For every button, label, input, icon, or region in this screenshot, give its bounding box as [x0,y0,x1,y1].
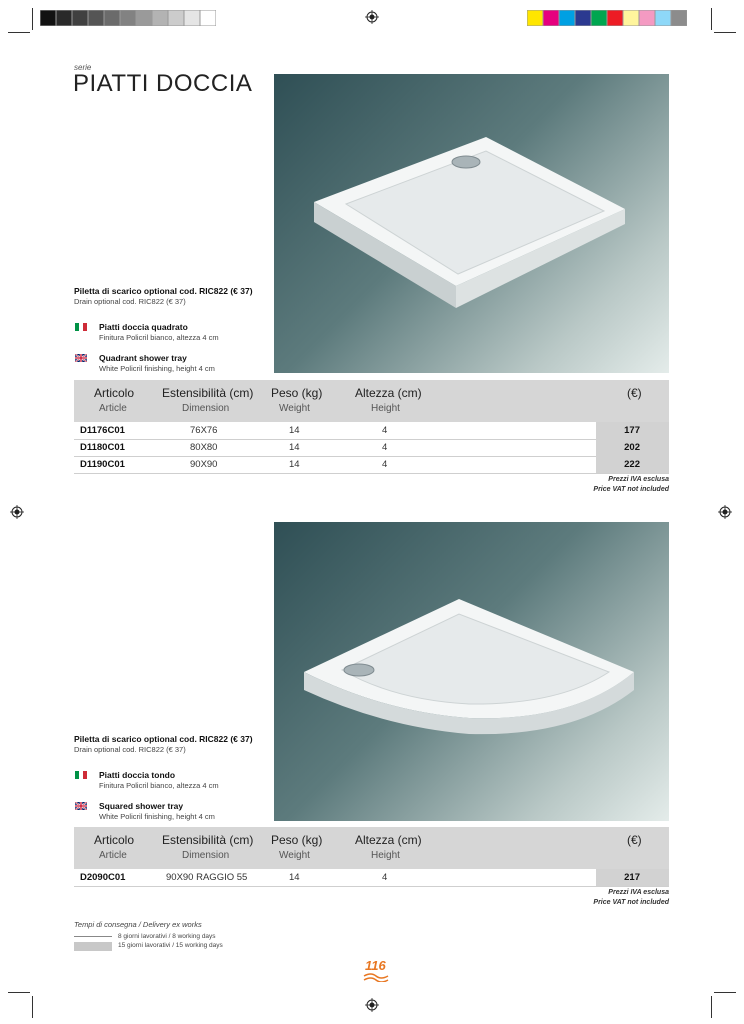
cell-weight: 14 [289,459,300,470]
calibration-swatch [607,10,623,26]
calibration-swatch [623,10,639,26]
calibration-swatch [559,10,575,26]
uk-flag-icon [75,354,87,362]
cell-dimension: 90X90 [190,459,218,470]
header-article-en: Article [99,850,127,861]
calibration-swatch [72,10,88,26]
crop-mark [714,992,736,993]
header-weight-en: Weight [279,850,310,861]
header-dimension-en: Dimension [182,403,230,414]
table-header [74,380,669,422]
cell-price: 177 [624,425,640,436]
serie-label: serie [74,63,92,72]
cell-code: D1176C01 [80,425,125,436]
wave-logo-icon [362,972,390,982]
header-height: Altezza (cm) [355,386,422,400]
calibration-swatch [152,10,168,26]
header-article: Articolo [94,833,135,847]
calibration-swatch [88,10,104,26]
product-name-en: Quadrant shower tray [99,353,187,363]
registration-mark-icon [718,505,732,519]
header-dimension: Estensibilità (cm) [162,386,254,400]
registration-mark-icon [10,505,24,519]
cell-dimension: 76X76 [190,425,218,436]
drain-note-en: Drain optional cod. RIC822 (€ 37) [74,745,186,754]
calibration-swatch [136,10,152,26]
price-cell [596,869,669,886]
crop-mark [714,32,736,33]
calibration-swatch [591,10,607,26]
legend-swatch-15-days [74,942,112,951]
cell-height: 4 [382,442,388,453]
shower-tray-round-illustration [274,522,669,821]
crop-mark [32,996,33,1018]
table-header [74,827,669,869]
calibration-swatch [543,10,559,26]
cell-price: 202 [624,442,640,453]
product-name-it: Piatti doccia tondo [99,770,176,780]
calibration-swatch [655,10,671,26]
cell-code: D2090C01 [80,872,126,883]
cell-weight: 14 [289,872,300,883]
cell-dimension: 80X80 [190,442,218,453]
header-height-en: Height [371,403,400,414]
vat-note-en: Price VAT not included [593,486,669,493]
header-weight: Peso (kg) [271,833,323,847]
cell-code: D1190C01 [80,459,125,470]
crop-mark [711,8,712,30]
table-row [74,422,669,440]
table-row [74,869,669,887]
page-number: 116 [365,958,386,973]
cell-height: 4 [382,425,388,436]
calibration-swatch [56,10,72,26]
product-name-it: Piatti doccia quadrato [99,322,188,332]
header-price: (€) [627,833,642,847]
italy-flag-icon [75,771,87,779]
header-dimension: Estensibilità (cm) [162,833,254,847]
drain-note: Piletta di scarico optional cod. RIC822 (€ 37) [74,286,253,296]
calibration-swatch [120,10,136,26]
product-photo-round-tray [274,522,669,821]
price-cell [596,439,669,456]
vat-note-it: Prezzi IVA esclusa [608,889,669,896]
calibration-swatch [639,10,655,26]
italy-flag-icon [75,323,87,331]
legend-swatch-8-days [74,936,112,937]
product-desc-it: Finitura Policril bianco, altezza 4 cm [99,333,219,342]
uk-flag-icon [75,802,87,810]
registration-mark-icon [365,998,379,1012]
calibration-swatch [575,10,591,26]
header-dimension-en: Dimension [182,850,230,861]
table-row [74,456,669,474]
cell-height: 4 [382,459,388,470]
legend-item-15-days: 15 giorni lavorativi / 15 working days [118,942,223,949]
table-row [74,439,669,457]
crop-mark [711,996,712,1018]
crop-mark [8,32,30,33]
page-title: PIATTI DOCCIA [73,70,253,97]
cell-weight: 14 [289,442,300,453]
calibration-swatch [527,10,543,26]
registration-mark-icon [365,10,379,24]
vat-note-it: Prezzi IVA esclusa [608,476,669,483]
calibration-swatch [168,10,184,26]
product-photo-quadrant-tray [274,74,669,373]
drain-note-en: Drain optional cod. RIC822 (€ 37) [74,297,186,306]
product-desc-it: Finitura Policril bianco, altezza 4 cm [99,781,219,790]
cell-price: 217 [624,872,640,883]
calibration-swatch [671,10,687,26]
header-weight-en: Weight [279,403,310,414]
header-height-en: Height [371,850,400,861]
legend-item-8-days: 8 giorni lavorativi / 8 working days [118,933,216,940]
cell-weight: 14 [289,425,300,436]
price-cell [596,422,669,439]
crop-mark [8,992,30,993]
header-price: (€) [627,386,642,400]
product-desc-en: White Policril finishing, height 4 cm [99,364,215,373]
vat-note-en: Price VAT not included [593,899,669,906]
price-cell [596,456,669,473]
cell-height: 4 [382,872,388,883]
drain-note: Piletta di scarico optional cod. RIC822 (€ 37) [74,734,253,744]
calibration-swatch [184,10,200,26]
delivery-legend-title: Tempi di consegna / Delivery ex works [74,920,202,929]
product-name-en: Squared shower tray [99,801,184,811]
calibration-swatch [40,10,56,26]
crop-mark [32,8,33,30]
header-article: Articolo [94,386,135,400]
cell-price: 222 [624,459,640,470]
cell-code: D1180C01 [80,442,125,453]
calibration-swatch [200,10,216,26]
calibration-swatch [104,10,120,26]
product-desc-en: White Policril finishing, height 4 cm [99,812,215,821]
shower-tray-square-illustration [274,74,669,373]
cell-dimension: 90X90 RAGGIO 55 [166,872,248,883]
header-article-en: Article [99,403,127,414]
header-weight: Peso (kg) [271,386,323,400]
header-height: Altezza (cm) [355,833,422,847]
